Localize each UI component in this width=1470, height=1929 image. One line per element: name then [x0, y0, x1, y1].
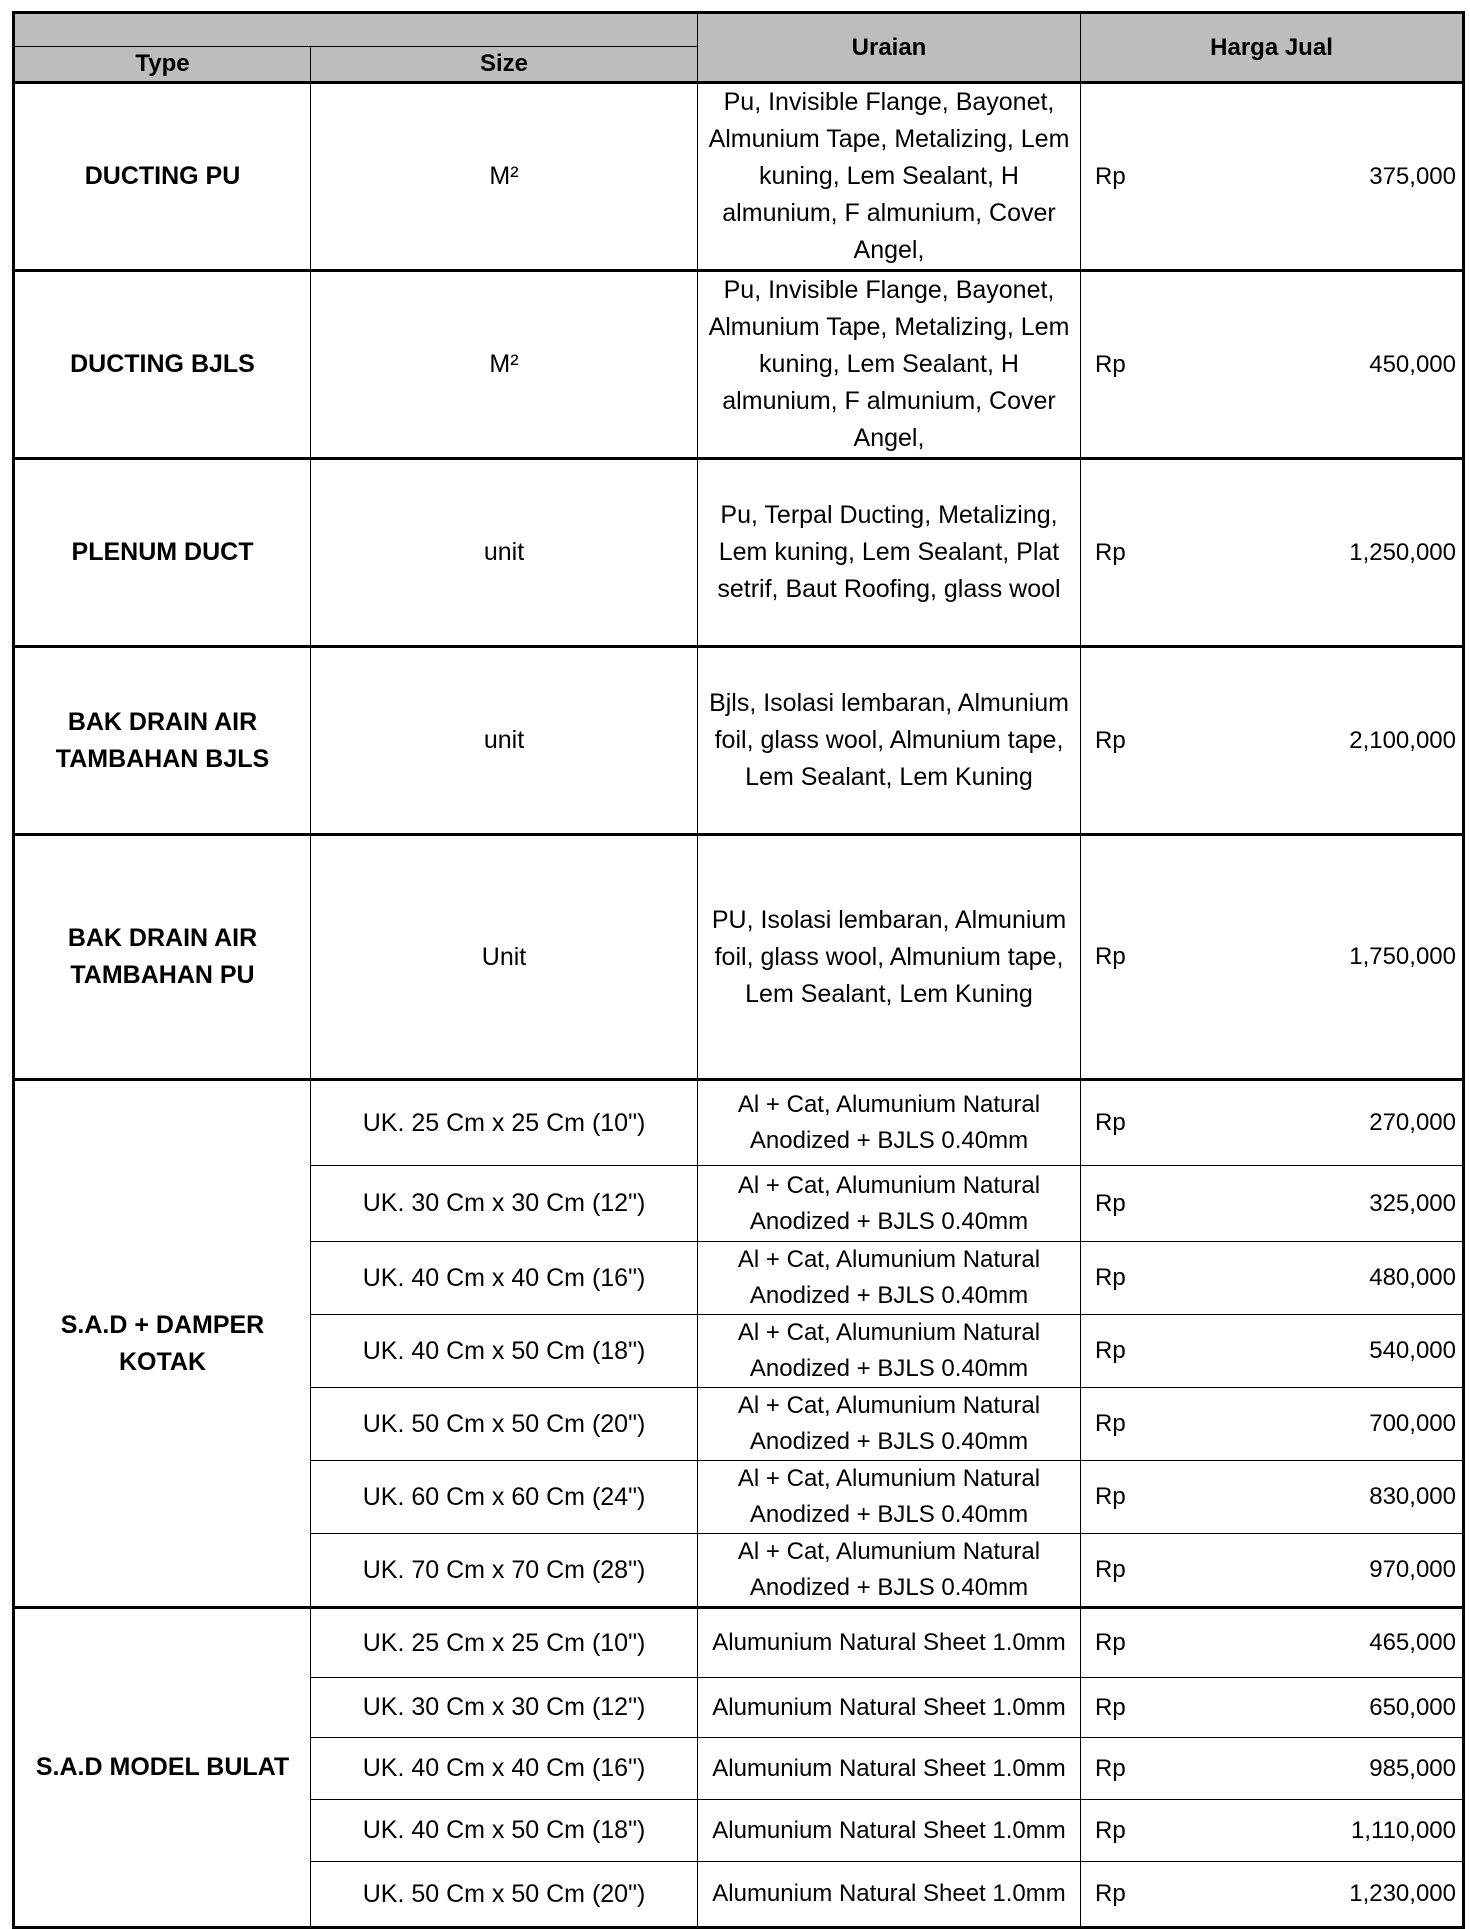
table-row [14, 83, 1464, 271]
size-cell: UK. 25 Cm x 25 Cm (10") [311, 1608, 698, 1678]
uraian-cell: Al + Cat, Alumunium Natural Anodized + BJLS 0.40mm [698, 1534, 1081, 1608]
uraian-cell: Pu, Invisible Flange, Bayonet, Almunium Tape, Metalizing, Lem kuning, Lem Sealant, H almunium, F almunium, Cover Angel, [698, 83, 1081, 271]
price-cell: 830,000 [1181, 1461, 1464, 1534]
currency-cell: Rp [1081, 1080, 1181, 1166]
price-cell: 270,000 [1181, 1080, 1464, 1166]
group-type-cell: S.A.D MODEL BULAT [14, 1608, 311, 1928]
price-cell: 1,230,000 [1181, 1862, 1464, 1928]
header-uraian: Uraian [698, 13, 1081, 83]
uraian-cell: Pu, Terpal Ducting, Metalizing, Lem kuning, Lem Sealant, Plat setrif, Baut Roofing, glass wool [698, 459, 1081, 647]
currency-cell: Rp [1081, 83, 1181, 271]
table-row [14, 647, 1464, 835]
uraian-cell: Pu, Invisible Flange, Bayonet, Almunium Tape, Metalizing, Lem kuning, Lem Sealant, H almunium, F almunium, Cover Angel, [698, 271, 1081, 459]
size-cell: UK. 25 Cm x 25 Cm (10") [311, 1080, 698, 1166]
currency-cell: Rp [1081, 1315, 1181, 1388]
price-cell: 970,000 [1181, 1534, 1464, 1608]
price-cell: 700,000 [1181, 1388, 1464, 1461]
price-cell: 450,000 [1181, 271, 1464, 459]
uraian-cell: PU, Isolasi lembaran, Almunium foil, glass wool, Almunium tape, Lem Sealant, Lem Kuning [698, 835, 1081, 1080]
price-cell: 985,000 [1181, 1738, 1464, 1800]
uraian-cell: Al + Cat, Alumunium Natural Anodized + BJLS 0.40mm [698, 1461, 1081, 1534]
table-row [14, 459, 1464, 647]
price-cell: 650,000 [1181, 1678, 1464, 1738]
currency-cell: Rp [1081, 1166, 1181, 1242]
currency-cell: Rp [1081, 1678, 1181, 1738]
type-cell: DUCTING BJLS [14, 271, 311, 459]
table-row [14, 271, 1464, 459]
table-row [14, 1608, 1464, 1678]
size-cell: UK. 40 Cm x 50 Cm (18") [311, 1800, 698, 1862]
header-type: Type [14, 47, 311, 83]
type-cell: BAK DRAIN AIR TAMBAHAN BJLS [14, 647, 311, 835]
table-header [14, 13, 1464, 83]
uraian-cell: Al + Cat, Alumunium Natural Anodized + BJLS 0.40mm [698, 1166, 1081, 1242]
size-cell: UK. 60 Cm x 60 Cm (24") [311, 1461, 698, 1534]
currency-cell: Rp [1081, 1862, 1181, 1928]
size-cell: M² [311, 83, 698, 271]
currency-cell: Rp [1081, 647, 1181, 835]
table-row [14, 835, 1464, 1080]
price-cell: 1,110,000 [1181, 1800, 1464, 1862]
currency-cell: Rp [1081, 1242, 1181, 1315]
size-cell: unit [311, 459, 698, 647]
uraian-cell: Alumunium Natural Sheet 1.0mm [698, 1678, 1081, 1738]
size-cell: UK. 40 Cm x 50 Cm (18") [311, 1315, 698, 1388]
price-cell: 325,000 [1181, 1166, 1464, 1242]
price-cell: 1,250,000 [1181, 459, 1464, 647]
uraian-cell: Alumunium Natural Sheet 1.0mm [698, 1608, 1081, 1678]
uraian-cell: Alumunium Natural Sheet 1.0mm [698, 1738, 1081, 1800]
currency-cell: Rp [1081, 1608, 1181, 1678]
type-cell: BAK DRAIN AIR TAMBAHAN PU [14, 835, 311, 1080]
currency-cell: Rp [1081, 271, 1181, 459]
currency-cell: Rp [1081, 1534, 1181, 1608]
uraian-cell: Bjls, Isolasi lembaran, Almunium foil, glass wool, Almunium tape, Lem Sealant, Lem Kuning [698, 647, 1081, 835]
price-cell: 2,100,000 [1181, 647, 1464, 835]
size-cell: unit [311, 647, 698, 835]
uraian-cell: Alumunium Natural Sheet 1.0mm [698, 1800, 1081, 1862]
size-cell: UK. 50 Cm x 50 Cm (20") [311, 1862, 698, 1928]
price-cell: 540,000 [1181, 1315, 1464, 1388]
uraian-cell: Alumunium Natural Sheet 1.0mm [698, 1862, 1081, 1928]
currency-cell: Rp [1081, 835, 1181, 1080]
currency-cell: Rp [1081, 459, 1181, 647]
price-list-table [12, 11, 1465, 1929]
price-cell: 465,000 [1181, 1608, 1464, 1678]
price-cell: 1,750,000 [1181, 835, 1464, 1080]
type-cell: PLENUM DUCT [14, 459, 311, 647]
size-cell: UK. 40 Cm x 40 Cm (16") [311, 1242, 698, 1315]
size-cell: UK. 50 Cm x 50 Cm (20") [311, 1388, 698, 1461]
size-cell: UK. 30 Cm x 30 Cm (12") [311, 1678, 698, 1738]
header-harga-jual: Harga Jual [1081, 13, 1464, 83]
size-cell: UK. 70 Cm x 70 Cm (28") [311, 1534, 698, 1608]
group-type-cell: S.A.D + DAMPER KOTAK [14, 1080, 311, 1608]
uraian-cell: Al + Cat, Alumunium Natural Anodized + BJLS 0.40mm [698, 1315, 1081, 1388]
type-cell: DUCTING PU [14, 83, 311, 271]
uraian-cell: Al + Cat, Alumunium Natural Anodized + BJLS 0.40mm [698, 1080, 1081, 1166]
currency-cell: Rp [1081, 1738, 1181, 1800]
header-size: Size [311, 47, 698, 83]
size-cell: Unit [311, 835, 698, 1080]
size-cell: M² [311, 271, 698, 459]
currency-cell: Rp [1081, 1388, 1181, 1461]
uraian-cell: Al + Cat, Alumunium Natural Anodized + BJLS 0.40mm [698, 1242, 1081, 1315]
currency-cell: Rp [1081, 1800, 1181, 1862]
size-cell: UK. 40 Cm x 40 Cm (16") [311, 1738, 698, 1800]
header-blank [14, 13, 698, 47]
price-cell: 480,000 [1181, 1242, 1464, 1315]
uraian-cell: Al + Cat, Alumunium Natural Anodized + BJLS 0.40mm [698, 1388, 1081, 1461]
table-row [14, 1080, 1464, 1166]
size-cell: UK. 30 Cm x 30 Cm (12") [311, 1166, 698, 1242]
currency-cell: Rp [1081, 1461, 1181, 1534]
price-cell: 375,000 [1181, 83, 1464, 271]
